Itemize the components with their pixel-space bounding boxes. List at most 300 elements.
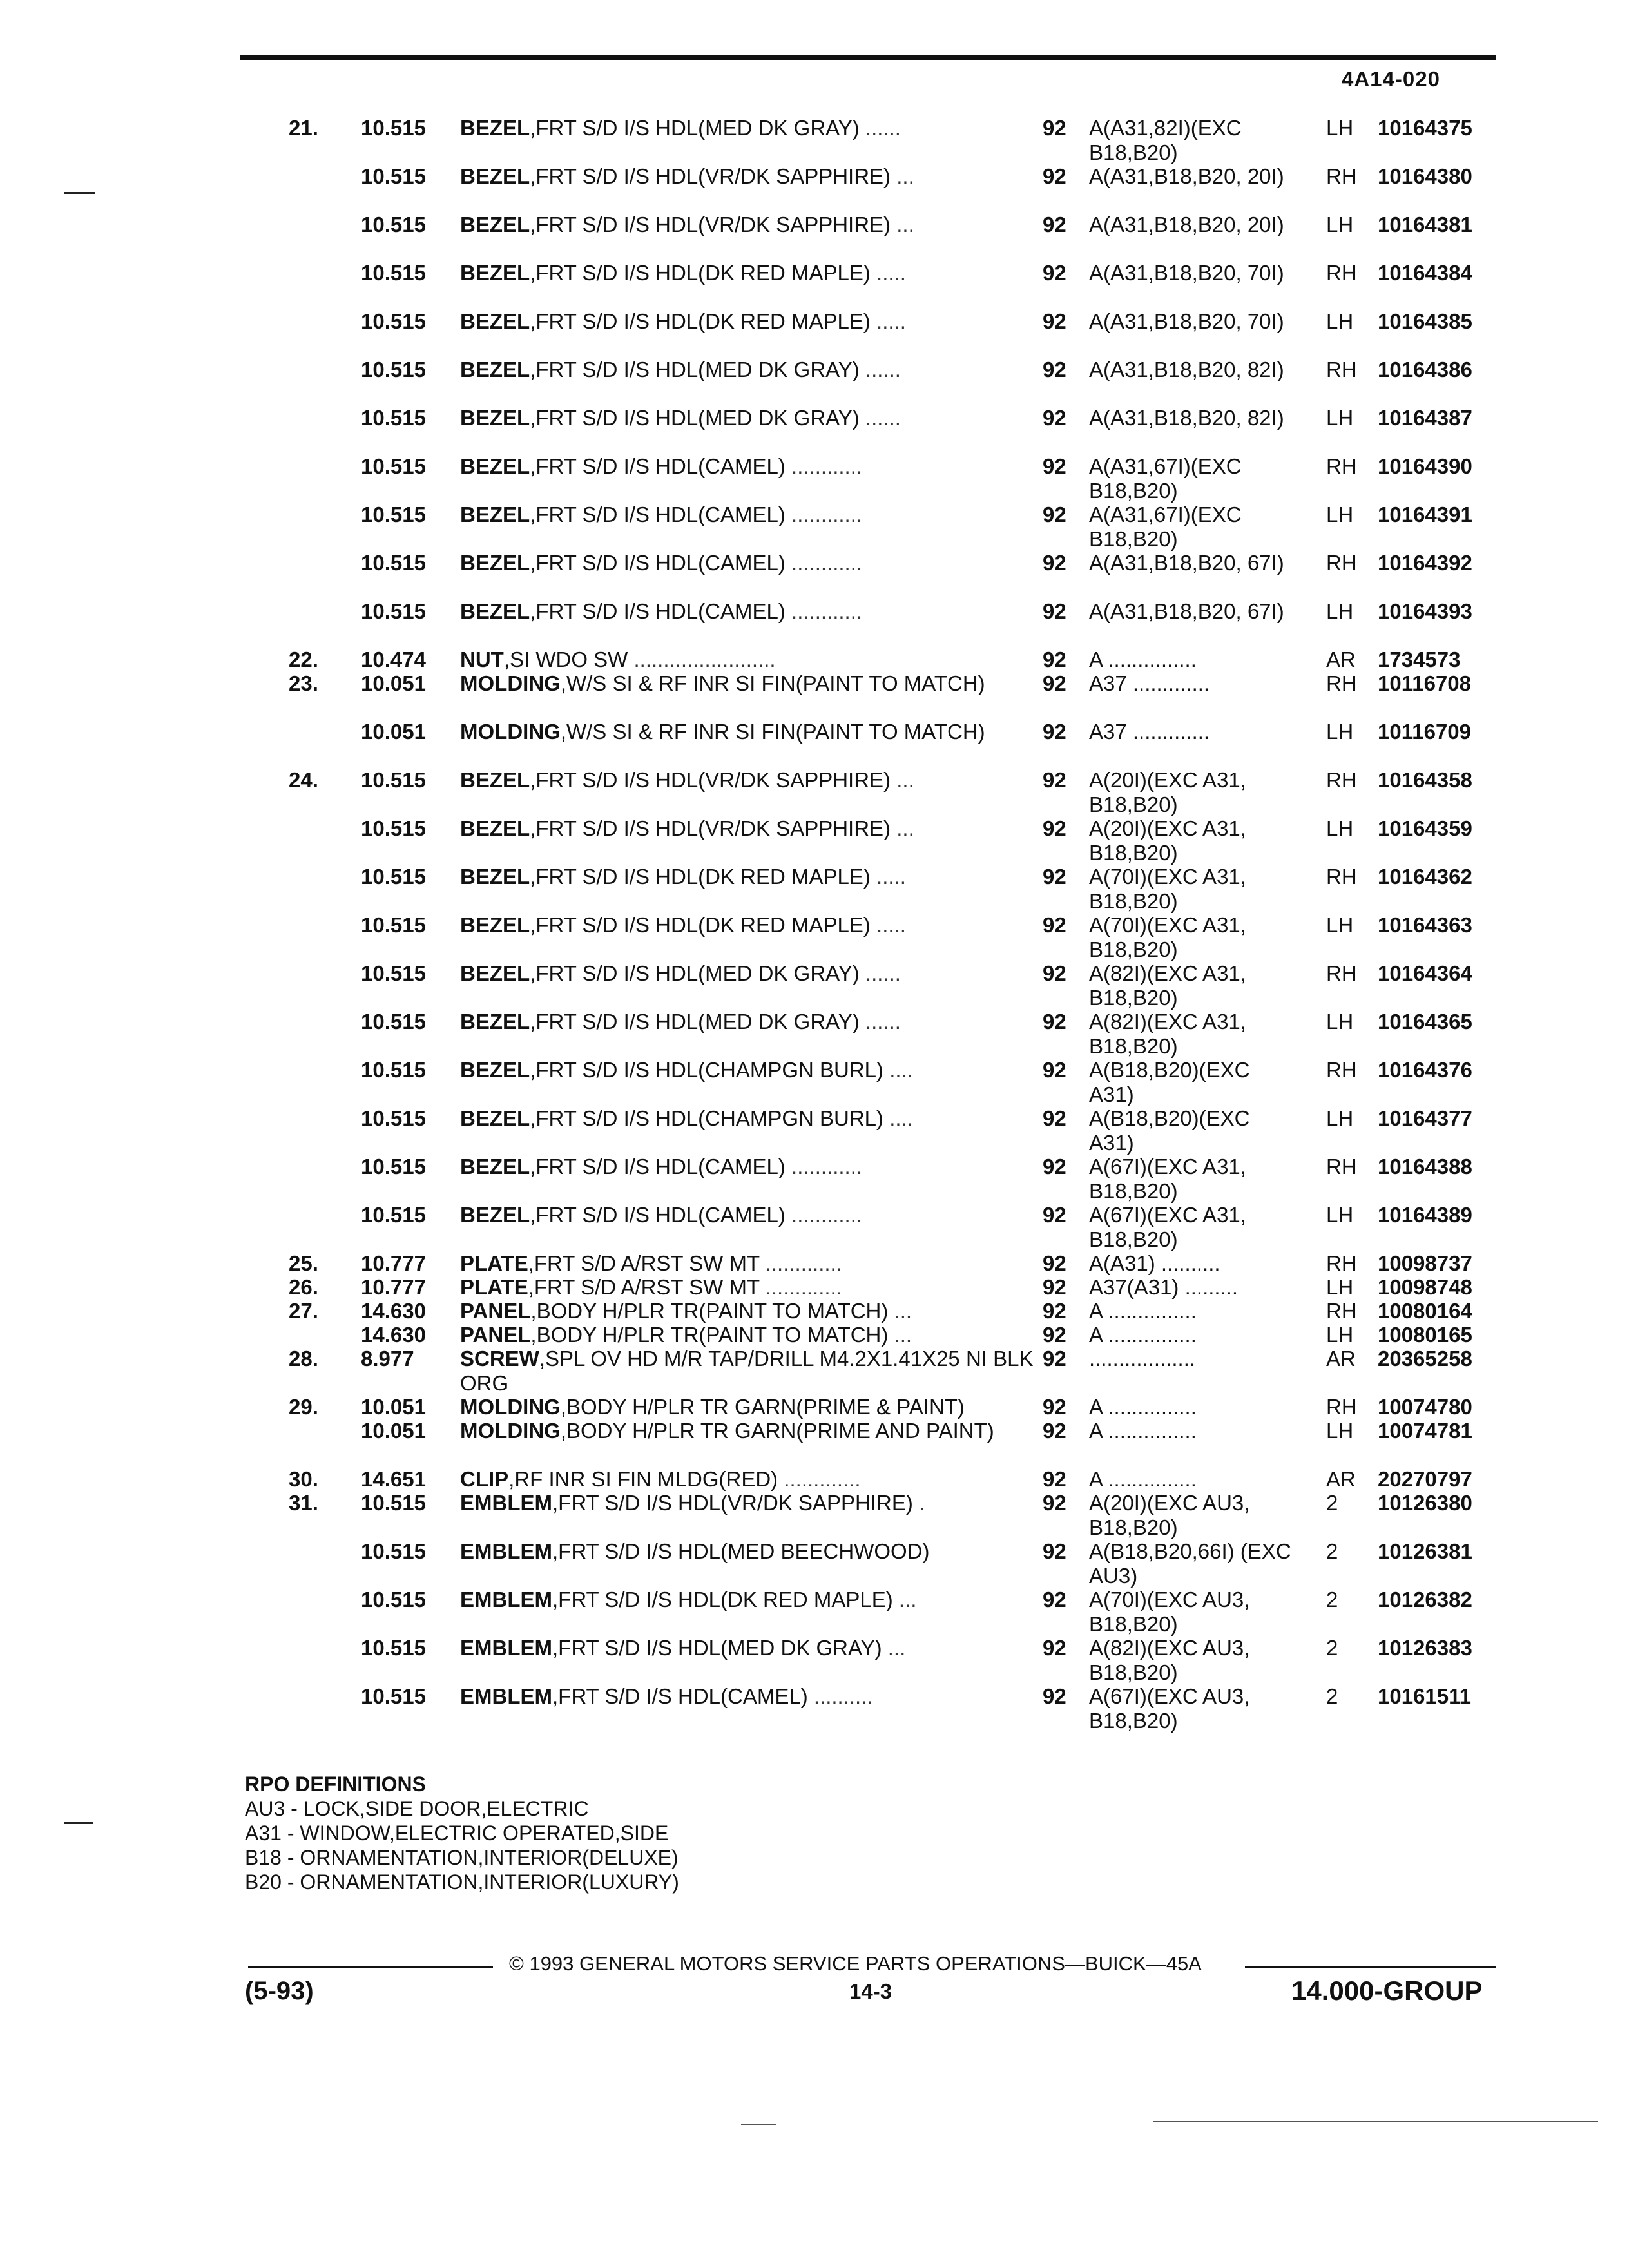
table-row <box>0 1684 1629 1733</box>
usage-code: A(B18,B20,66I) (EXC AU3) <box>1089 1539 1291 1588</box>
scan-mark <box>1153 2121 1598 2122</box>
usage-code: A(A31,B18,B20, 82I) <box>1089 358 1284 381</box>
group-number: 10.515 <box>361 1010 426 1033</box>
side-qty: AR <box>1326 1467 1356 1491</box>
footer-group: 14.000-GROUP <box>1291 1975 1483 2006</box>
part-name: EMBLEM <box>460 1491 552 1515</box>
table-row <box>0 309 1629 358</box>
leader-dots: ...... <box>859 116 901 140</box>
leader-dots: ............ <box>785 1203 863 1227</box>
usage-code: A(A31,B18,B20, 20I) <box>1089 164 1284 188</box>
footer-rule-right <box>1245 1966 1496 1968</box>
part-description <box>460 768 1040 793</box>
usage-code: A(B18,B20)(EXC A31) <box>1089 1106 1250 1155</box>
part-name: BEZEL <box>460 1010 530 1033</box>
item-number: 24. <box>289 768 318 792</box>
part-number: 10161511 <box>1378 1684 1472 1708</box>
part-number: 10164363 <box>1378 913 1472 937</box>
rpo-item: B18 - ORNAMENTATION,INTERIOR(DELUXE) <box>245 1846 679 1869</box>
table-row <box>0 1251 1629 1275</box>
model-year: 92 <box>1043 1299 1066 1323</box>
side-qty: AR <box>1326 1347 1356 1370</box>
leader-dots: .... <box>883 1106 913 1130</box>
group-number: 10.515 <box>361 1539 426 1563</box>
item-number: 27. <box>289 1299 318 1323</box>
leader-dots: ............ <box>785 454 863 478</box>
part-number: 10126380 <box>1378 1491 1472 1515</box>
model-year: 92 <box>1043 1251 1066 1275</box>
leader-dots: ...... <box>859 1010 901 1033</box>
part-number: 10164384 <box>1378 261 1472 285</box>
part-detail: ,FRT S/D I/S HDL(CHAMPGN BURL) <box>530 1106 884 1130</box>
part-description <box>460 213 1040 237</box>
model-year: 92 <box>1043 720 1066 744</box>
part-number: 10098748 <box>1378 1275 1472 1299</box>
table-row <box>0 1155 1629 1203</box>
part-number: 10116709 <box>1378 720 1472 744</box>
side-qty: RH <box>1326 1395 1357 1419</box>
leader-dots: ............. <box>759 1251 842 1275</box>
usage-code: A(A31,67I)(EXC B18,B20) <box>1089 503 1242 551</box>
part-number: 10164388 <box>1378 1155 1472 1178</box>
part-description <box>460 503 1040 527</box>
part-number: 1734573 <box>1378 648 1461 671</box>
model-year: 92 <box>1043 768 1066 792</box>
model-year: 92 <box>1043 309 1066 333</box>
group-number: 10.515 <box>361 913 426 937</box>
part-number: 10126383 <box>1378 1636 1472 1660</box>
group-number: 10.515 <box>361 1588 426 1611</box>
page-code: 4A14-020 <box>1342 67 1440 91</box>
side-qty: RH <box>1326 261 1357 285</box>
part-name: MOLDING <box>460 1419 561 1443</box>
side-qty: 2 <box>1326 1684 1338 1708</box>
part-number: 10074781 <box>1378 1419 1472 1443</box>
part-number: 10098737 <box>1378 1251 1472 1275</box>
usage-code: A(20I)(EXC AU3, B18,B20) <box>1089 1491 1250 1539</box>
part-name: CLIP <box>460 1467 509 1491</box>
part-name: PANEL <box>460 1323 531 1347</box>
part-name: PLATE <box>460 1251 528 1275</box>
leader-dots: ... <box>882 1636 906 1660</box>
group-number: 10.777 <box>361 1251 426 1275</box>
part-name: EMBLEM <box>460 1588 552 1611</box>
part-detail: ,FRT S/D I/S HDL(MED DK GRAY) <box>530 961 860 985</box>
part-number: 10164392 <box>1378 551 1472 575</box>
group-number: 10.515 <box>361 551 426 575</box>
leader-dots: ... <box>891 164 914 188</box>
usage-code: A ............... <box>1089 1299 1197 1323</box>
table-row <box>0 213 1629 261</box>
part-detail: ,FRT S/D I/S HDL(CAMEL) <box>552 1684 808 1708</box>
table-row <box>0 1347 1629 1395</box>
usage-code: A37 ............. <box>1089 671 1210 695</box>
part-number: 10116708 <box>1378 671 1472 695</box>
part-number: 10164365 <box>1378 1010 1472 1033</box>
part-description <box>460 671 1040 696</box>
side-qty: LH <box>1326 1323 1354 1347</box>
usage-code: A(B18,B20)(EXC A31) <box>1089 1058 1250 1106</box>
model-year: 92 <box>1043 816 1066 840</box>
model-year: 92 <box>1043 1684 1066 1708</box>
model-year: 92 <box>1043 261 1066 285</box>
usage-code: A(70I)(EXC A31, B18,B20) <box>1089 865 1246 913</box>
side-qty: RH <box>1326 671 1357 695</box>
part-description <box>460 116 1040 140</box>
part-number: 10164381 <box>1378 213 1472 236</box>
rpo-title: RPO DEFINITIONS <box>245 1773 426 1796</box>
part-description <box>460 1251 1040 1276</box>
part-description <box>460 1010 1040 1034</box>
part-description <box>460 309 1040 334</box>
rpo-item: B20 - ORNAMENTATION,INTERIOR(LUXURY) <box>245 1870 679 1894</box>
leader-dots: ............ <box>785 503 863 526</box>
part-name: BEZEL <box>460 816 530 840</box>
part-number: 10164386 <box>1378 358 1472 381</box>
leader-dots: ...... <box>859 406 901 430</box>
side-qty: LH <box>1326 1275 1354 1299</box>
usage-code: A(70I)(EXC AU3, B18,B20) <box>1089 1588 1250 1636</box>
part-detail: ,FRT S/D I/S HDL(DK RED MAPLE) <box>530 309 871 333</box>
leader-dots: ...... <box>859 961 901 985</box>
part-detail: ,FRT S/D I/S HDL(CAMEL) <box>530 454 786 478</box>
item-number: 29. <box>289 1395 318 1419</box>
rpo-definitions <box>245 1772 679 1894</box>
side-qty: LH <box>1326 503 1354 526</box>
copyright: © 1993 GENERAL MOTORS SERVICE PARTS OPERATIONS—BUICK—45A <box>509 1952 1202 1975</box>
usage-code: A ............... <box>1089 648 1197 671</box>
leader-dots: ... <box>892 1588 917 1611</box>
usage-code: A(70I)(EXC A31, B18,B20) <box>1089 913 1246 961</box>
leader-dots: ............ <box>785 551 863 575</box>
side-qty: LH <box>1326 406 1354 430</box>
model-year: 92 <box>1043 1395 1066 1419</box>
part-description <box>460 1419 1040 1443</box>
part-description <box>460 1299 1040 1323</box>
part-detail: ,W/S SI & RF INR SI FIN(PAINT TO MATCH) <box>560 720 985 744</box>
leader-dots: ... <box>888 1323 912 1347</box>
group-number: 14.651 <box>361 1467 426 1491</box>
leader-dots: ... <box>891 213 914 236</box>
side-qty: RH <box>1326 961 1357 985</box>
group-number: 10.515 <box>361 1684 426 1708</box>
part-description <box>460 164 1040 189</box>
part-name: BEZEL <box>460 358 530 381</box>
model-year: 92 <box>1043 1275 1066 1299</box>
part-number: 10164377 <box>1378 1106 1472 1130</box>
table-row <box>0 454 1629 503</box>
rpo-item: A31 - WINDOW,ELECTRIC OPERATED,SIDE <box>245 1821 669 1845</box>
side-qty: 2 <box>1326 1491 1338 1515</box>
usage-code: A(A31,B18,B20, 70I) <box>1089 261 1284 285</box>
leader-dots: ..... <box>870 309 906 333</box>
part-description <box>460 1395 1040 1419</box>
model-year: 92 <box>1043 503 1066 526</box>
part-name: BEZEL <box>460 164 530 188</box>
part-description <box>460 1203 1040 1227</box>
model-year: 92 <box>1043 551 1066 575</box>
part-name: SCREW <box>460 1347 539 1370</box>
table-row <box>0 865 1629 913</box>
leader-dots: ...... <box>859 358 901 381</box>
part-number: 10164391 <box>1378 503 1472 526</box>
part-detail: ,FRT S/D I/S HDL(CAMEL) <box>530 599 786 623</box>
group-number: 10.051 <box>361 720 426 744</box>
leader-dots: ... <box>888 1299 912 1323</box>
usage-code: A ............... <box>1089 1323 1197 1347</box>
part-number: 20365258 <box>1378 1347 1472 1370</box>
group-number: 10.515 <box>361 599 426 623</box>
part-detail: ,FRT S/D I/S HDL(VR/DK SAPPHIRE) <box>530 768 891 792</box>
leader-dots: ... <box>891 816 914 840</box>
part-description <box>460 961 1040 986</box>
table-row <box>0 671 1629 720</box>
item-number: 22. <box>289 648 318 671</box>
table-row <box>0 1636 1629 1684</box>
usage-code: A(A31,B18,B20, 70I) <box>1089 309 1284 333</box>
part-name: BEZEL <box>460 913 530 937</box>
table-row <box>0 116 1629 164</box>
model-year: 92 <box>1043 1539 1066 1563</box>
model-year: 92 <box>1043 1419 1066 1443</box>
table-row <box>0 164 1629 213</box>
part-detail: ,FRT S/D I/S HDL(CHAMPGN BURL) <box>530 1058 884 1082</box>
group-number: 10.515 <box>361 406 426 430</box>
group-number: 10.515 <box>361 1106 426 1130</box>
leader-dots: ..... <box>870 865 906 889</box>
usage-code: A(82I)(EXC A31, B18,B20) <box>1089 961 1246 1010</box>
model-year: 92 <box>1043 648 1066 671</box>
group-number: 10.515 <box>361 503 426 526</box>
leader-dots: ........................ <box>628 648 776 671</box>
table-row <box>0 1323 1629 1347</box>
side-qty: RH <box>1326 454 1357 478</box>
footer-date: (5-93) <box>245 1977 314 2005</box>
part-number: 10080164 <box>1378 1299 1472 1323</box>
side-qty: LH <box>1326 309 1354 333</box>
footer-rule-left <box>248 1966 493 1968</box>
group-number: 10.051 <box>361 671 426 695</box>
group-number: 10.777 <box>361 1275 426 1299</box>
part-number: 20270797 <box>1378 1467 1472 1491</box>
group-number: 10.515 <box>361 309 426 333</box>
part-name: BEZEL <box>460 1203 530 1227</box>
model-year: 92 <box>1043 1058 1066 1082</box>
model-year: 92 <box>1043 1467 1066 1491</box>
part-description <box>460 551 1040 575</box>
part-detail: ,FRT S/D I/S HDL(MED DK GRAY) <box>530 116 860 140</box>
side-qty: LH <box>1326 1106 1354 1130</box>
part-name: BEZEL <box>460 261 530 285</box>
item-number: 28. <box>289 1347 318 1370</box>
part-description <box>460 1588 1040 1612</box>
table-row <box>0 503 1629 551</box>
part-description <box>460 1106 1040 1131</box>
part-detail: ,FRT S/D I/S HDL(DK RED MAPLE) <box>552 1588 893 1611</box>
side-qty: LH <box>1326 599 1354 623</box>
item-number: 25. <box>289 1251 318 1275</box>
side-qty: RH <box>1326 1058 1357 1082</box>
side-qty: RH <box>1326 768 1357 792</box>
usage-code: A(67I)(EXC A31, B18,B20) <box>1089 1203 1246 1251</box>
part-number: 10126381 <box>1378 1539 1472 1563</box>
part-name: BEZEL <box>460 768 530 792</box>
part-name: EMBLEM <box>460 1636 552 1660</box>
part-description <box>460 865 1040 889</box>
table-row <box>0 1275 1629 1299</box>
group-number: 10.515 <box>361 1491 426 1515</box>
part-description <box>460 599 1040 624</box>
part-number: 10164380 <box>1378 164 1472 188</box>
scan-mark <box>64 1822 93 1824</box>
side-qty: 2 <box>1326 1588 1338 1611</box>
part-detail: ,BODY H/PLR TR GARN(PRIME AND PAINT) <box>560 1419 994 1443</box>
part-detail: ,FRT S/D I/S HDL(VR/DK SAPPHIRE) <box>530 213 891 236</box>
part-name: MOLDING <box>460 1395 561 1419</box>
part-detail: ,FRT S/D I/S HDL(MED DK GRAY) <box>530 358 860 381</box>
part-detail: ,FRT S/D I/S HDL(DK RED MAPLE) <box>530 261 871 285</box>
leader-dots: ............ <box>785 1155 863 1178</box>
side-qty: LH <box>1326 1010 1354 1033</box>
model-year: 92 <box>1043 1491 1066 1515</box>
part-number: 10164385 <box>1378 309 1472 333</box>
part-name: EMBLEM <box>460 1684 552 1708</box>
part-description <box>460 1347 1040 1396</box>
group-number: 10.515 <box>361 865 426 889</box>
part-name: BEZEL <box>460 551 530 575</box>
group-number: 10.515 <box>361 164 426 188</box>
table-row <box>0 1058 1629 1106</box>
part-number: 10164362 <box>1378 865 1472 889</box>
side-qty: LH <box>1326 720 1354 744</box>
table-row <box>0 1467 1629 1491</box>
usage-code: A(A31) .......... <box>1089 1251 1220 1275</box>
table-row <box>0 1106 1629 1155</box>
table-row <box>0 1539 1629 1588</box>
part-name: BEZEL <box>460 503 530 526</box>
group-number: 10.515 <box>361 816 426 840</box>
part-number: 10080165 <box>1378 1323 1472 1347</box>
usage-code: A37 ............. <box>1089 720 1210 744</box>
part-detail: ,FRT S/D I/S HDL(VR/DK SAPPHIRE) <box>530 816 891 840</box>
part-description <box>460 1467 1040 1492</box>
part-description <box>460 1275 1040 1300</box>
group-number: 10.051 <box>361 1419 426 1443</box>
part-detail: ,FRT S/D I/S HDL(MED DK GRAY) <box>530 1010 860 1033</box>
part-name: BEZEL <box>460 309 530 333</box>
group-number: 10.515 <box>361 1155 426 1178</box>
part-detail: ,W/S SI & RF INR SI FIN(PAINT TO MATCH) <box>560 671 985 695</box>
part-description <box>460 1636 1040 1660</box>
part-number: 10164390 <box>1378 454 1472 478</box>
model-year: 92 <box>1043 865 1066 889</box>
part-description <box>460 816 1040 841</box>
model-year: 92 <box>1043 1106 1066 1130</box>
footer-page-number: 14-3 <box>849 1979 892 2003</box>
group-number: 8.977 <box>361 1347 414 1370</box>
model-year: 92 <box>1043 1636 1066 1660</box>
part-detail: ,FRT S/D I/S HDL(MED DK GRAY) <box>552 1636 882 1660</box>
part-name: BEZEL <box>460 1155 530 1178</box>
model-year: 92 <box>1043 164 1066 188</box>
model-year: 92 <box>1043 961 1066 985</box>
leader-dots: ............ <box>785 599 863 623</box>
side-qty: LH <box>1326 1419 1354 1443</box>
part-name: PANEL <box>460 1299 531 1323</box>
part-number: 10164387 <box>1378 406 1472 430</box>
model-year: 92 <box>1043 213 1066 236</box>
part-description <box>460 358 1040 382</box>
side-qty: 2 <box>1326 1539 1338 1563</box>
model-year: 92 <box>1043 599 1066 623</box>
group-number: 14.630 <box>361 1323 426 1347</box>
part-name: BEZEL <box>460 1058 530 1082</box>
part-description <box>460 1323 1040 1347</box>
part-number: 10164364 <box>1378 961 1472 985</box>
usage-code: A37(A31) ......... <box>1089 1275 1239 1299</box>
usage-code: A(67I)(EXC AU3, B18,B20) <box>1089 1684 1250 1733</box>
side-qty: RH <box>1326 1251 1357 1275</box>
side-qty: RH <box>1326 865 1357 889</box>
part-name: BEZEL <box>460 406 530 430</box>
table-row <box>0 1588 1629 1636</box>
part-detail: ,FRT S/D I/S HDL(VR/DK SAPPHIRE) <box>552 1491 913 1515</box>
group-number: 10.515 <box>361 213 426 236</box>
part-description <box>460 720 1040 744</box>
leader-dots: ..... <box>870 261 906 285</box>
part-number: 10164389 <box>1378 1203 1472 1227</box>
group-number: 10.515 <box>361 454 426 478</box>
part-detail: ,FRT S/D I/S HDL(CAMEL) <box>530 1203 786 1227</box>
table-row <box>0 358 1629 406</box>
table-row <box>0 961 1629 1010</box>
part-detail: ,FRT S/D A/RST SW MT <box>528 1275 760 1299</box>
part-description <box>460 648 1040 672</box>
item-number: 31. <box>289 1491 318 1515</box>
part-name: MOLDING <box>460 720 561 744</box>
part-description <box>460 406 1040 430</box>
rpo-item: AU3 - LOCK,SIDE DOOR,ELECTRIC <box>245 1797 589 1820</box>
side-qty: RH <box>1326 164 1357 188</box>
table-row <box>0 720 1629 768</box>
part-detail: ,FRT S/D I/S HDL(MED DK GRAY) <box>530 406 860 430</box>
part-description <box>460 913 1040 937</box>
usage-code: A(82I)(EXC AU3, B18,B20) <box>1089 1636 1250 1684</box>
part-name: PLATE <box>460 1275 528 1299</box>
item-number: 23. <box>289 671 318 695</box>
table-row <box>0 261 1629 309</box>
usage-code: A(82I)(EXC A31, B18,B20) <box>1089 1010 1246 1058</box>
group-number: 10.515 <box>361 358 426 381</box>
header-rule <box>240 55 1496 60</box>
table-row <box>0 1203 1629 1251</box>
group-number: 14.630 <box>361 1299 426 1323</box>
part-detail: ,FRT S/D I/S HDL(CAMEL) <box>530 551 786 575</box>
usage-code: A ............... <box>1089 1395 1197 1419</box>
usage-code: .................. <box>1089 1347 1196 1370</box>
model-year: 92 <box>1043 913 1066 937</box>
group-number: 10.051 <box>361 1395 426 1419</box>
leader-dots: .......... <box>807 1684 873 1708</box>
table-row <box>0 1419 1629 1467</box>
part-name: BEZEL <box>460 961 530 985</box>
model-year: 92 <box>1043 406 1066 430</box>
usage-code: A(A31,82I)(EXC B18,B20) <box>1089 116 1242 164</box>
part-detail: ,FRT S/D I/S HDL(MED BEECHWOOD) <box>552 1539 930 1563</box>
part-description <box>460 1491 1040 1515</box>
part-number: 10164358 <box>1378 768 1472 792</box>
table-row <box>0 599 1629 648</box>
